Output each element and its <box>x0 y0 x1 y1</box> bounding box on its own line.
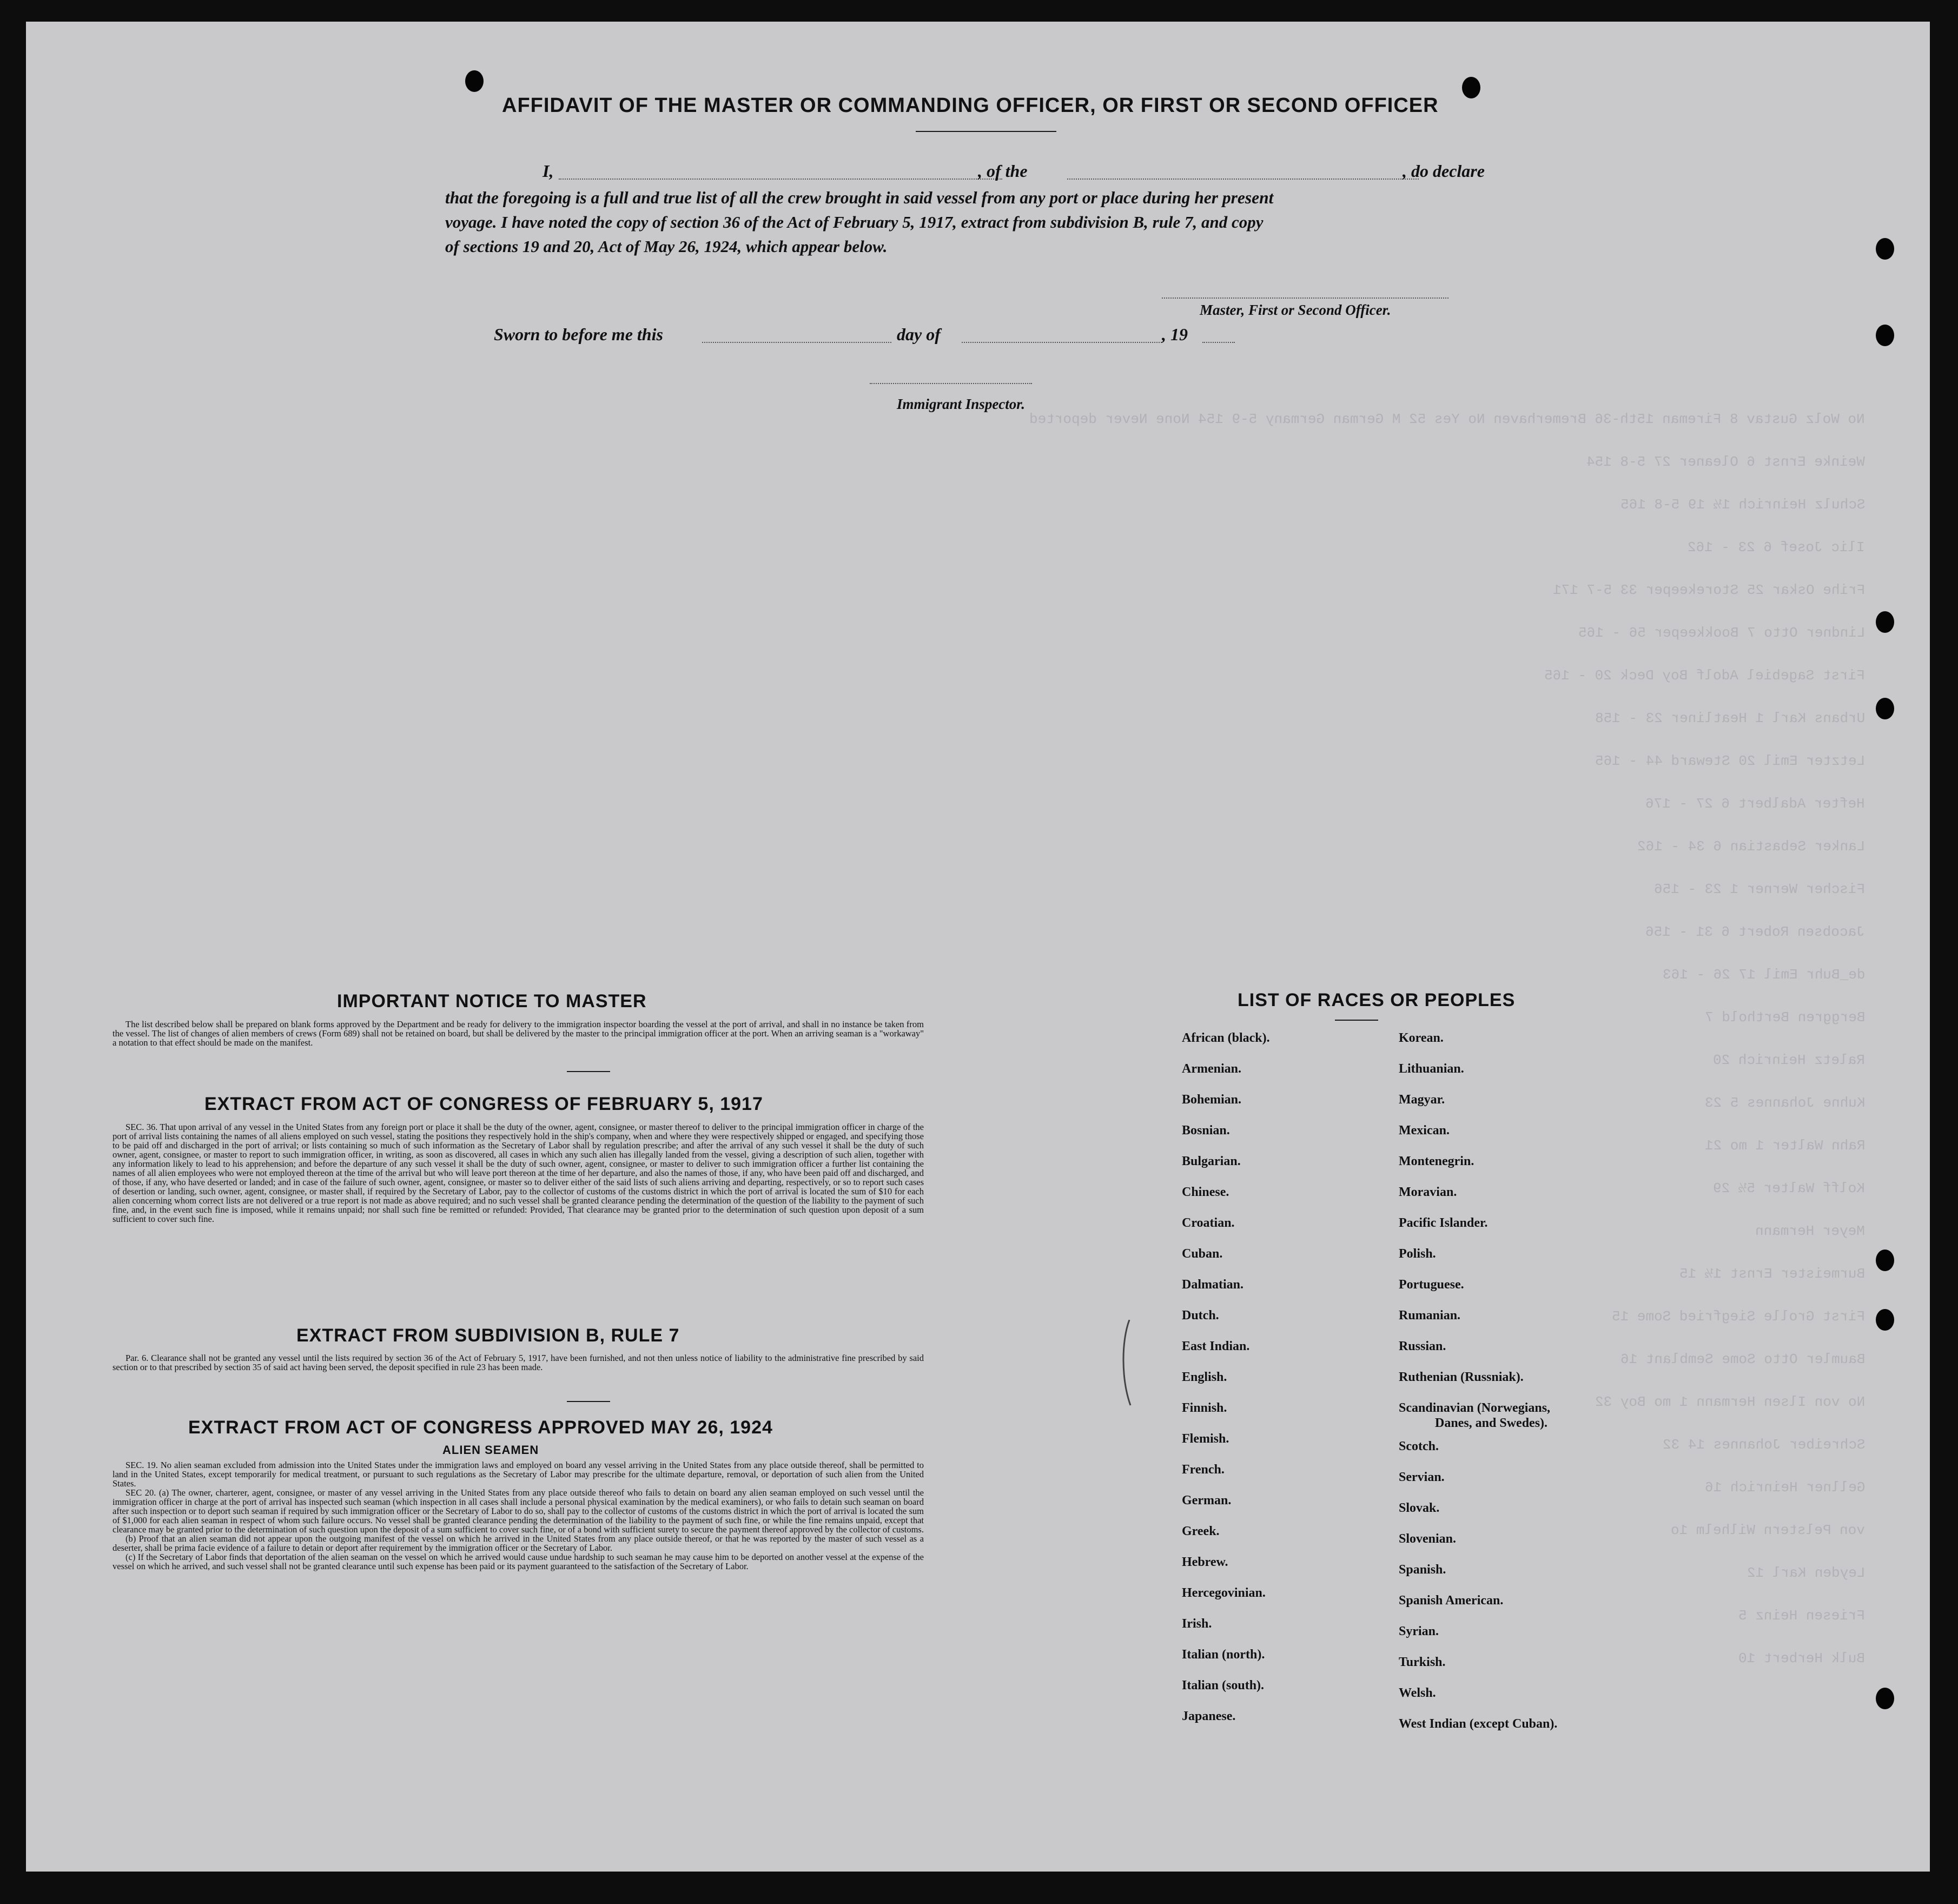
day-of-label: day of <box>897 325 941 344</box>
sworn-year-blank <box>1202 342 1235 343</box>
affidavit-line-3: voyage. I have noted the copy of section 36 of the Act of February 5, 1917, extract from subdivision B, rule 7, and copy <box>445 213 1264 232</box>
punch-hole-right-7 <box>1876 1688 1894 1709</box>
race-item: Syrian. <box>1399 1624 1439 1638</box>
sworn-label: Sworn to before me this <box>494 325 663 344</box>
race-item: Slovak. <box>1399 1501 1440 1515</box>
name-blank <box>559 178 1002 180</box>
notice-title: IMPORTANT NOTICE TO MASTER <box>337 991 647 1012</box>
affidavit-line-4: of sections 19 and 20, Act of May 26, 1924, which appear below. <box>445 237 888 256</box>
race-item: Rumanian. <box>1399 1308 1461 1323</box>
race-item: Chinese. <box>1182 1185 1229 1199</box>
race-item-continuation: Danes, and Swedes). <box>1435 1416 1548 1430</box>
race-item: Magyar. <box>1399 1093 1445 1107</box>
race-item: Bulgarian. <box>1182 1154 1241 1168</box>
race-item: Korean. <box>1399 1031 1444 1045</box>
extract-1917-title: EXTRACT FROM ACT OF CONGRESS OF FEBRUARY 5, 1917 <box>204 1094 763 1114</box>
rule7-paragraph: Par. 6. Clearance shall not be granted any vessel until the lists required by section 36 of the Act of February 5, 1917, have been furnished, and not then unless notice of liability to the administrative fine prescribed by said section or to that prescribed by section 35 of said act having been served, the deposit specified in rule 23 has been made. <box>113 1353 924 1372</box>
race-item: Slovenian. <box>1399 1532 1457 1546</box>
affidavit-line-2: that the foregoing is a full and true list of all the crew brought in said vessel from any port or place during her present <box>445 188 1274 207</box>
punch-hole-top-right <box>1462 77 1480 98</box>
extract-1924-title: EXTRACT FROM ACT OF CONGRESS APPROVED MAY 26, 1924 <box>188 1417 773 1438</box>
inspector-signature-line <box>870 383 1032 384</box>
sworn-month-blank <box>962 342 1162 343</box>
vessel-blank <box>1067 178 1419 180</box>
master-signature-label: Master, First or Second Officer. <box>1200 302 1391 318</box>
race-item: West Indian (except Cuban). <box>1399 1717 1558 1731</box>
races-title: LIST OF RACES OR PEOPLES <box>1238 990 1516 1010</box>
race-item: Spanish. <box>1399 1563 1446 1577</box>
rule7-rule <box>567 1401 610 1402</box>
document-sheet <box>26 22 1930 1872</box>
bleed-through-crew-list: No Wolz Gustav 8 Fireman 15th-36 Bremerhaven No Yes 52 M German Germany 5-9 154 None Never deported Weinke Ernst 6 Oleaner 27 5-8 154 Schulz Heinrich 1½ 19 5-8 165 Ilic Josef 6 23 - 162 Frihe Oskar 25 Storekeeper 33 5-7 171 Lindner Otto 7 Bookkeeper 56 - 165 First Sagebiel Adolf Boy Deck 20 - 165 Urbans Karl 1 Heatliner 23 - 158 Letzter Emil 20 Steward 44 - 165 Hefter Adalbert 6 27 - 176 Lanker Sebastian 6 34 - 162 Fischer Werner 1 23 - 156 Jacobsen Robert 6 31 - 156 de_Buhr Emil 17 26 - 163 Berggren Berthold 7 Raletz Heinrich 20 Kuhne Johannes 5 23 Rahn Walter 1 mo 21 Kolff Walter 5½ 29 Meyer Hermann Burmeister Ernst 1½ 15 First Grolle Siegfried Some 15 Baumler Otto Some Semblant 16 No von Ilsen Hermann 1 mo Boy 32 Schreiber Johannes 14 32 Gellner Heinrich 16 von Pelstern Wilhelm 1o Leyden Karl 12 Friesen Heinz 5 Bulk Herbert 10 <box>1029 411 1865 1667</box>
race-item: Lithuanian. <box>1399 1062 1464 1076</box>
extract-1924-sec20a: SEC 20. (a) The owner, charterer, agent, consignee, or master of any vessel arriving in the United States from any place outside thereof who fails to detain on board any alien seaman employed on such vessel until the immigration officer in charge at the port of arrival has inspected such seaman (which inspection in all cases shall include a personal physical examination by the medical examiners), or who fails to detain such seaman on board after such inspection or to deport such seaman if required by such immigration officer or the Secretary of Labor to do so, shall pay to the collector of customs of the customs district in which the port of arrival is located the sum of $1,000 for each alien seaman in respect of whom such failure occurs. No vessel shall be granted clearance pending the determination of the liability to the payment of such fine, or while the fine remains unpaid, except that clearance may be granted prior to the determination of such question upon the deposit of a sum sufficient to cover such fine, or of a bond with sufficient surety to secure the payment thereof approved by the collector of customs. <box>113 1488 924 1535</box>
race-item: Japanese. <box>1182 1709 1236 1723</box>
extract-1924-text <box>113 1460 924 1571</box>
sworn-day-blank <box>702 342 891 343</box>
race-item: Irish. <box>1182 1617 1212 1631</box>
race-item: French. <box>1182 1463 1225 1477</box>
race-item: Bosnian. <box>1182 1123 1230 1138</box>
affidavit-title-rule <box>916 131 1056 132</box>
extract-1917-sec36: SEC. 36. That upon arrival of any vessel in the United States from any foreign port or place it shall be the duty of the owner, agent, consignee, or master thereof to deliver to the principal immigration officer in charge of the port of arrival lists containing the names of all aliens employed on such vessel, stating the positions they respectively hold in the ship's company, when and where they were respectively shipped or engaged, and specifying those to be paid off and discharged in the port of arrival; or lists containing so much of such information as the Secretary of Labor shall by regulation prescribe; and after the arrival of any such vessel it shall be the duty of such owner, agent, consignee, or master to report to such immigration officer, in writing, as soon as discovered, all cases in which any such alien has illegally landed from the vessel, giving a description of such alien, together with any information likely to lead to his apprehension; and before the departure of any such vessel it shall be the duty of such owner, agent, consignee, or master to deliver to such immigration officer a further list containing the names of all alien employees who were not employed thereon at the time of the arrival but who will leave port thereon at the time of her departure, and also the names of those, if any, who have been paid off and discharged, and of those, if any, who have deserted or landed; and in case of the failure of such owner, agent, consignee, or master so to deliver either of the said lists of such aliens arriving and departing, respectively, or so to report such cases of desertion or landing, such owner, agent, consignee, or master shall, if required by the Secretary of Labor, pay to the collector of customs of the customs district in which the port of arrival is located the sum of $10 for each alien concerning whom correct lists are not delivered or a true report is not made as above required; and no such vessel shall be granted clearance pending the determination of the question of the liability to the payment of such fine, and, in the event such fine is imposed, while it remains unpaid; nor shall such fine be remitted or refunded: Provided, That clearance may be granted prior to the determination of such question upon deposit of a sum sufficient to cover such fine. <box>113 1122 924 1224</box>
race-item: Hebrew. <box>1182 1555 1228 1569</box>
punch-hole-right-5 <box>1876 1250 1894 1271</box>
punch-hole-top-left <box>465 70 484 92</box>
extract-1917-text <box>113 1122 924 1224</box>
affidavit-do-declare: , do declare <box>1403 161 1485 181</box>
race-item: Moravian. <box>1399 1185 1457 1199</box>
race-item: Italian (south). <box>1182 1678 1265 1693</box>
race-item: Finnish. <box>1182 1401 1227 1415</box>
affidavit-title: AFFIDAVIT OF THE MASTER OR COMMANDING OFFICER, OR FIRST OR SECOND OFFICER <box>502 94 1439 117</box>
stray-pen-mark <box>1119 1320 1135 1406</box>
race-item: Hercegovinian. <box>1182 1586 1266 1600</box>
race-item: Armenian. <box>1182 1062 1241 1076</box>
punch-hole-right-3 <box>1876 611 1894 633</box>
punch-hole-right-2 <box>1876 325 1894 346</box>
race-item: Portuguese. <box>1399 1278 1464 1292</box>
race-item: Bohemian. <box>1182 1093 1242 1107</box>
race-item: Montenegrin. <box>1399 1154 1474 1168</box>
notice-text <box>113 1020 924 1047</box>
year-label: , 19 <box>1162 325 1188 344</box>
race-item: English. <box>1182 1370 1227 1384</box>
extract-1924-sec20b: (b) Proof that an alien seaman did not appear upon the outgoing manifest of the vessel on which he arrived in the United States from any place outside thereof, or that he was reported by the master of such vessel as a deserter, shall be prima facie evidence of a failure to detain or deport after requirement by the immigration officer or the Secretary of Labor. <box>113 1533 924 1553</box>
race-item: Welsh. <box>1399 1686 1436 1700</box>
race-item: Scotch. <box>1399 1439 1439 1453</box>
rule7-title: EXTRACT FROM SUBDIVISION B, RULE 7 <box>296 1325 680 1346</box>
notice-rule <box>567 1071 610 1072</box>
race-item: Italian (north). <box>1182 1648 1265 1662</box>
extract-1924-sec19: SEC. 19. No alien seaman excluded from admission into the United States under the immigration laws and employed on board any vessel arriving in the United States from any place outside thereof, shall be permitted to land in the United States, except temporarily for medical treatment, or pursuant to such regulations as the Secretary of Labor may prescribe for the ultimate departure, removal, or deportation of such alien from the United States. <box>113 1460 924 1489</box>
race-item: Russian. <box>1399 1339 1446 1353</box>
race-item: Scandinavian (Norwegians, <box>1399 1401 1551 1415</box>
race-item: Polish. <box>1399 1247 1436 1261</box>
race-item: Croatian. <box>1182 1216 1235 1230</box>
inspector-label: Immigrant Inspector. <box>897 396 1026 412</box>
punch-hole-right-1 <box>1876 238 1894 260</box>
race-item: Dalmatian. <box>1182 1278 1243 1292</box>
race-item: Spanish American. <box>1399 1594 1504 1608</box>
race-item: East Indian. <box>1182 1339 1250 1353</box>
race-item: Flemish. <box>1182 1432 1229 1446</box>
race-item: Mexican. <box>1399 1123 1450 1138</box>
punch-hole-right-6 <box>1876 1309 1894 1331</box>
races-rule <box>1335 1020 1378 1021</box>
race-item: German. <box>1182 1493 1232 1508</box>
race-item: Pacific Islander. <box>1399 1216 1488 1230</box>
race-item: Turkish. <box>1399 1655 1446 1669</box>
extract-1924-subtitle: ALIEN SEAMEN <box>442 1443 539 1457</box>
race-item: African (black). <box>1182 1031 1270 1045</box>
race-item: Greek. <box>1182 1524 1220 1538</box>
race-item: Cuban. <box>1182 1247 1223 1261</box>
race-item: Servian. <box>1399 1470 1445 1484</box>
rule7-text <box>113 1353 924 1372</box>
master-signature-line <box>1162 298 1448 299</box>
affidavit-of-the: , of the <box>978 161 1028 181</box>
race-item: Dutch. <box>1182 1308 1219 1323</box>
notice-paragraph: The list described below shall be prepared on blank forms approved by the Department and be ready for delivery to the immigration inspector boarding the vessel at the port of arrival, and shall in no instance be taken from the vessel. The list of changes of alien members of crews (Form 689) shall not be retained on board, but shall be delivered by the master to the principal immigration officer at the port. When an arriving seaman is a "workaway" a notation to that effect should be made on the manifest. <box>113 1019 924 1048</box>
affidavit-i-label: I, <box>543 161 554 181</box>
punch-hole-right-4 <box>1876 698 1894 719</box>
race-item: Ruthenian (Russniak). <box>1399 1370 1524 1384</box>
extract-1924-sec20c: (c) If the Secretary of Labor finds that deportation of the alien seaman on the vessel on which he arrived would cause undue hardship to such seaman he may cause him to be deported on another vessel at the expense of the vessel on which he arrived, and such vessel shall not be granted clearance until such expense has been paid or its payment guaranteed to the satisfaction of the Secretary of Labor. <box>113 1552 924 1571</box>
